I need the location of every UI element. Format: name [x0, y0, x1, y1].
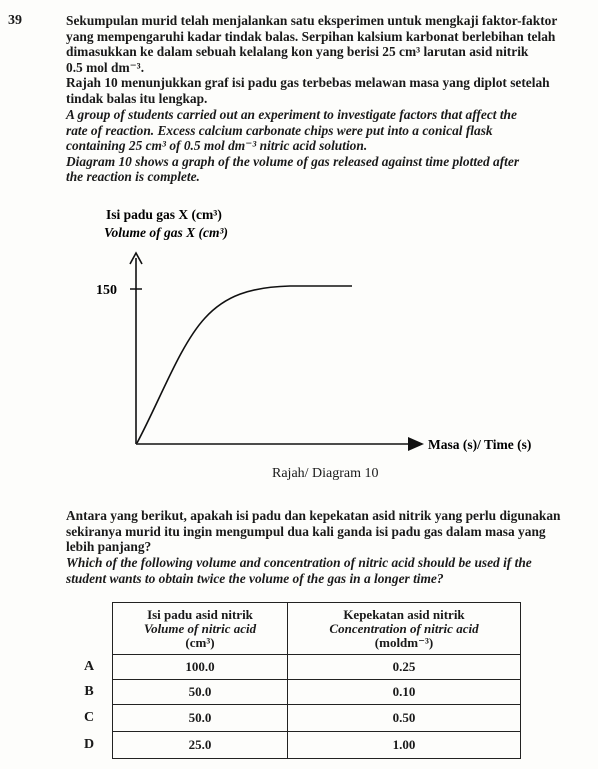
malay-line: 0.5 mol dm⁻³.	[66, 59, 145, 75]
header-concentration-english: Concentration of nitric acid	[329, 620, 479, 636]
header-concentration-unit: (moldm⁻³)	[374, 634, 434, 650]
prompt-english-text	[66, 555, 582, 586]
option-volume: 50.0	[113, 705, 288, 732]
option-label[interactable]: A	[83, 659, 95, 674]
table-corner	[66, 603, 113, 655]
malay-line: tindak balas itu lengkap.	[66, 90, 208, 106]
question-number: 39	[8, 13, 22, 28]
option-label[interactable]: C	[83, 710, 95, 725]
diagram-caption: Rajah/ Diagram 10	[272, 466, 379, 481]
option-concentration: 0.10	[288, 680, 521, 705]
prompt-line: Antara yang berikut, apakah isi padu dan kepekatan asid nitrik yang perlu digunakan	[66, 508, 561, 523]
prompt-line: Which of the following volume and concentration of nitric acid should be used if the	[66, 555, 532, 570]
header-concentration	[288, 603, 521, 655]
option-concentration: 0.25	[288, 655, 521, 680]
option-concentration: 0.50	[288, 705, 521, 732]
option-row-a[interactable]	[66, 655, 521, 680]
option-concentration: 1.00	[288, 732, 521, 759]
header-volume	[113, 603, 288, 655]
header-concentration-malay: Kepekatan asid nitrik	[343, 606, 465, 622]
answer-options-table	[66, 602, 521, 759]
header-volume-malay: Isi padu asid nitrik	[147, 606, 253, 622]
option-volume: 25.0	[113, 732, 288, 759]
y-axis-label-english: Volume of gas X (cm³)	[104, 225, 229, 240]
option-row-d[interactable]	[66, 732, 521, 759]
header-volume-english: Volume of nitric acid	[143, 620, 257, 636]
english-line: containing 25 cm³ of 0.5 mol dm⁻³ nitric acid solution.	[66, 138, 368, 154]
english-line: A group of students carried out an experiment to investigate factors that affect the	[66, 107, 517, 122]
option-label[interactable]: B	[84, 684, 94, 699]
header-volume-unit: (cm³)	[185, 634, 215, 650]
prompt-line: sekiranya murid itu ingin mengumpul dua kali ganda isi padu gas dalam masa yang	[66, 523, 546, 539]
x-axis-arrow	[408, 437, 424, 451]
prompt-line: student wants to obtain twice the volume of the gas in a longer time?	[66, 570, 444, 586]
malay-line: yang mempengaruhi kadar tindak balas. Serpihan kalsium karbonat berlebihan telah	[66, 28, 556, 44]
malay-line: Rajah 10 menunjukkan graf isi padu gas terbebas melawan masa yang diplot setelah	[66, 75, 550, 91]
y-tick-label: 150	[96, 283, 117, 298]
x-axis-label: Masa (s)/ Time (s)	[428, 437, 532, 452]
y-axis-label-malay: Isi padu gas X (cm³)	[106, 207, 222, 222]
english-line: the reaction is complete.	[66, 169, 200, 185]
malay-line: Sekumpulan murid telah menjalankan satu eksperimen untuk mengkaji faktor-faktor	[66, 13, 558, 28]
option-row-b[interactable]	[66, 680, 521, 705]
prompt-line: lebih panjang?	[66, 539, 152, 555]
prompt-malay-text	[66, 508, 582, 555]
option-volume: 100.0	[113, 655, 288, 680]
option-volume: 50.0	[113, 680, 288, 705]
malay-line: dimasukkan ke dalam sebuah kelalang kon yang berisi 25 cm³ larutan asid nitrik	[66, 44, 529, 60]
english-line: rate of reaction. Excess calcium carbonate chips were put into a conical flask	[66, 122, 493, 138]
option-row-c[interactable]	[66, 705, 521, 732]
gas-volume-curve	[137, 286, 352, 443]
english-line: Diagram 10 shows a graph of the volume of gas released against time plotted after	[66, 153, 520, 169]
option-label[interactable]: D	[83, 737, 95, 752]
